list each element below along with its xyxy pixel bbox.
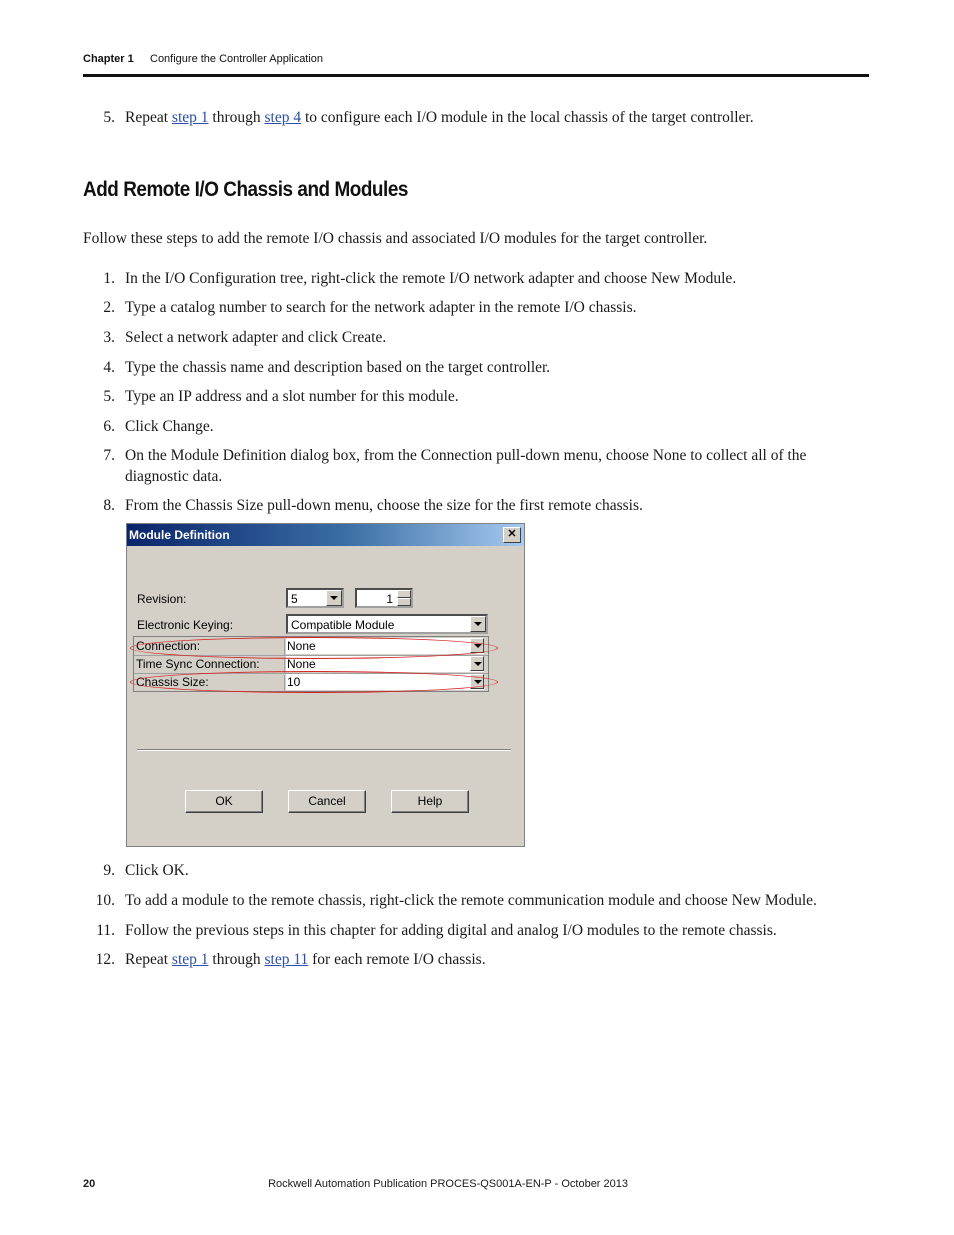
electronic-keying-label: Electronic Keying: [137,618,234,632]
chassis-size-label: Chassis Size: [136,675,285,691]
step-11-link[interactable]: step 11 [264,951,309,968]
step-text: Repeat step 1 through step 4 to configure each I/O module in the local chassis of the target controller. [125,109,754,126]
page-number: 20 [83,1178,96,1190]
chassis-size-select[interactable]: 10 [286,674,484,690]
ok-button[interactable]: OK [185,790,263,813]
chapter-title: Configure the Controller Application [150,53,324,65]
dialog-separator [137,749,511,751]
chevron-down-icon[interactable] [470,656,484,671]
section-heading: Add Remote I/O Chassis and Modules [83,178,408,201]
revision-minor-spinner[interactable]: 1 [355,588,413,608]
connection-highlight-oval [130,637,498,659]
module-definition-dialog [126,523,525,847]
connection-label: Connection: [136,639,285,655]
step-1-link[interactable]: step 1 [171,951,209,968]
chassis-size-highlight-oval [130,671,498,693]
help-button[interactable]: Help [391,790,469,813]
publication-footer: Rockwell Automation Publication PROCES-QS001A-EN-P - October 2013 [268,1178,628,1190]
step-number: 5. [103,109,115,126]
cancel-button[interactable]: Cancel [288,790,366,813]
electronic-keying-select[interactable]: Compatible Module [286,614,488,634]
step-text: Repeat step 1 through step 11 for each remote I/O chassis. [125,951,486,968]
time-sync-select[interactable]: None [286,656,484,672]
spinner-arrows-icon[interactable] [397,590,411,606]
step-1-link[interactable]: step 1 [171,109,209,126]
section-intro: Follow these steps to add the remote I/O chassis and associated I/O modules for the target controller. [83,230,708,247]
close-icon[interactable]: ✕ [503,527,521,543]
header-rule [83,74,869,77]
chapter-number: Chapter 1 [83,53,134,65]
connection-select[interactable]: None [286,638,484,654]
revision-major-select[interactable]: 5 [286,588,344,608]
step-4-link[interactable]: step 4 [264,109,302,126]
chevron-down-icon[interactable] [470,616,486,632]
dialog-titlebar [127,524,524,546]
revision-label: Revision: [137,592,187,606]
running-header [83,53,324,65]
time-sync-label: Time Sync Connection: [136,657,285,673]
step-number: 12. [95,951,115,968]
dialog-title: Module Definition [129,528,230,542]
chevron-down-icon[interactable] [326,590,342,606]
